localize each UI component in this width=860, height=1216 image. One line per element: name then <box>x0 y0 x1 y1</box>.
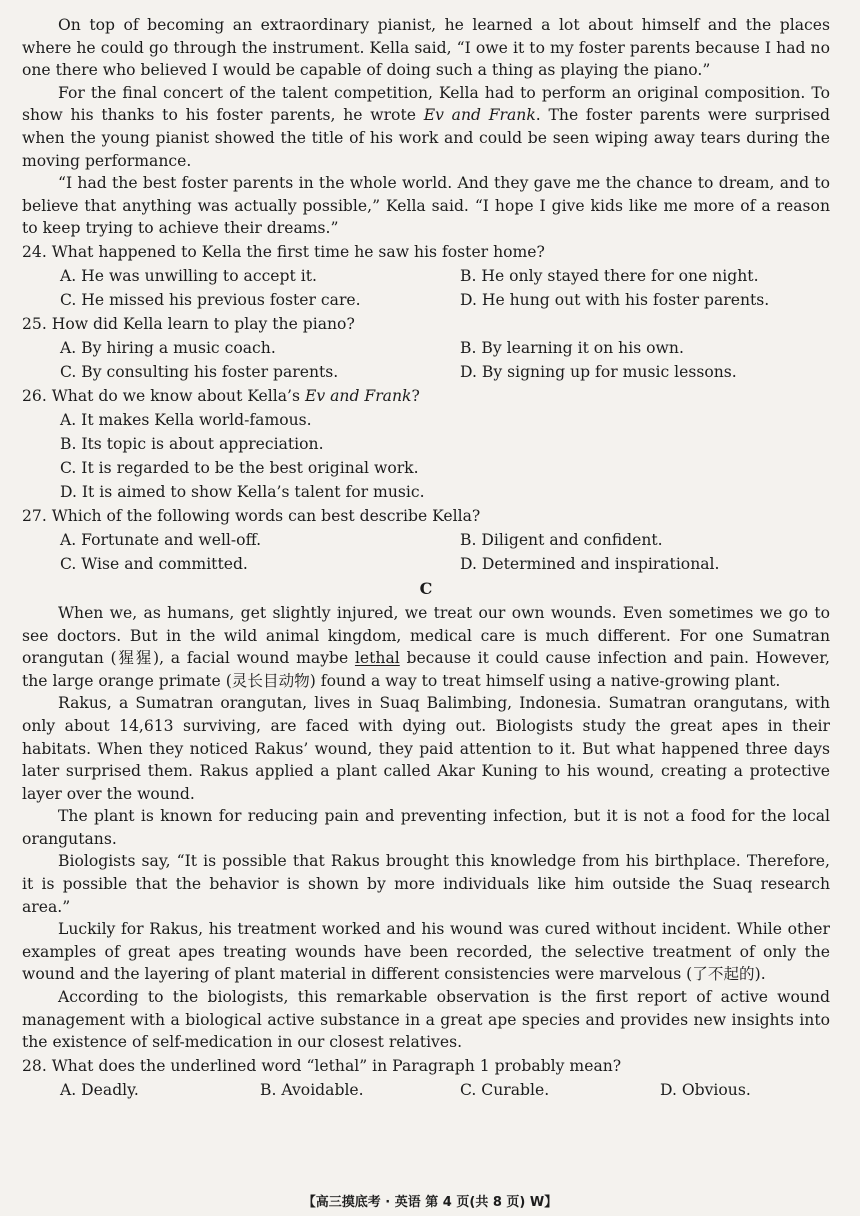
passage-b-paragraph: “I had the best foster parents in the whole world. And they gave me the chance to dream, and to believe that anything was actually possible,” Kella said. “I hope I give kids like me more of a reason to keep trying to achieve their dreams.” <box>22 174 830 238</box>
question-stem: 24. What happened to Kella the first time he saw his foster home? <box>22 242 545 261</box>
passage-c-paragraph: Luckily for Rakus, his treatment worked and his wound was cured without incident. While other examples of great apes treating wounds have been recorded, the selective treatment of only the wound and the layering of plant material in different consistencies were marvelous (了不起的). <box>22 920 830 984</box>
option: A. He was unwilling to accept it. <box>60 266 317 285</box>
passage-b-paragraph: For the final concert of the talent competition, Kella had to perform an original composition. To show his thanks to his foster parents, he wrote Ev and Frank. The foster parents were surprised when the young pianist showed the title of his work and could be seen wiping away tears during the moving performance. <box>22 83 830 170</box>
question-24 <box>22 240 830 312</box>
passage-c-paragraph: The plant is known for reducing pain and preventing infection, but it is not a food for the local orangutans. <box>22 807 830 848</box>
option: D. Obvious. <box>660 1080 751 1099</box>
option: B. Diligent and confident. <box>460 530 663 549</box>
passage-b-paragraph: On top of becoming an extraordinary pianist, he learned a lot about himself and the places where he could go through the instrument. Kella said, “I owe it to my foster parents because I had no one there who believed I would be capable of doing such a thing as playing the piano.” <box>22 16 830 80</box>
option: C. Wise and committed. <box>60 554 248 573</box>
option: B. By learning it on his own. <box>460 338 684 357</box>
option: D. It is aimed to show Kella’s talent for music. <box>60 482 425 501</box>
question-stem: 26. What do we know about Kella’s Ev and Frank? <box>22 386 420 405</box>
option: B. Its topic is about appreciation. <box>60 434 324 453</box>
question-stem: 28. What does the underlined word “lethal” in Paragraph 1 probably mean? <box>22 1056 622 1075</box>
question-26 <box>22 384 830 504</box>
option: D. By signing up for music lessons. <box>460 362 737 381</box>
question-stem: 27. Which of the following words can best describe Kella? <box>22 506 481 525</box>
question-27 <box>22 504 830 576</box>
question-stem: 25. How did Kella learn to play the piano? <box>22 314 355 333</box>
page-footer: 【高三摸底考 · 英语 第 4 页(共 8 页) W】 <box>302 1195 558 1210</box>
underlined-word: lethal <box>354 649 400 668</box>
option: C. It is regarded to be the best original work. <box>60 458 419 477</box>
option: A. Fortunate and well-off. <box>60 530 262 549</box>
question-25 <box>22 312 830 384</box>
passage-c-paragraph: Rakus, a Sumatran orangutan, lives in Suaq Balimbing, Indonesia. Sumatran orangutans, with only about 14,613 surviving, are faced with dying out. Biologists study the great apes in their habitats. When they noticed Rakus’ wound, they paid attention to it. But what happened three days later surprised them. Rakus applied a plant called Akar Kuning to his wound, creating a protective layer over the wound. <box>22 694 830 803</box>
option: B. He only stayed there for one night. <box>460 266 759 285</box>
option: D. He hung out with his foster parents. <box>460 290 770 309</box>
passage-c-paragraph: According to the biologists, this remarkable observation is the first report of active wound management with a biological active substance in a great ape species and provides new insights into the existence of self-medication in our closest relatives. <box>22 988 830 1052</box>
option: C. By consulting his foster parents. <box>60 362 339 381</box>
option: C. He missed his previous foster care. <box>60 290 361 309</box>
work-title: Ev and Frank <box>423 106 536 125</box>
option: A. Deadly. <box>60 1080 139 1099</box>
passage-c-paragraph: When we, as humans, get slightly injured, we treat our own wounds. Even sometimes we go to see doctors. But in the wild animal kingdom, medical care is much different. For one Sumatran orangutan (猩猩), a facial wound maybe lethal because it could cause infection and pain. However, the large orange primate (灵长目动物) found a way to treat himself using a native-growing plant. <box>22 603 830 690</box>
question-28 <box>22 1054 830 1102</box>
option: A. It makes Kella world-famous. <box>60 410 312 429</box>
option: B. Avoidable. <box>260 1080 364 1099</box>
option: D. Determined and inspirational. <box>460 554 720 573</box>
section-c-heading: C <box>419 578 433 598</box>
option: C. Curable. <box>460 1080 550 1099</box>
passage-c-paragraph: Biologists say, “It is possible that Rakus brought this knowledge from his birthplace. Therefore, it is possible that the behavior is shown by more individuals like him outside the Suaq research area.” <box>22 852 830 916</box>
option: A. By hiring a music coach. <box>60 338 276 357</box>
